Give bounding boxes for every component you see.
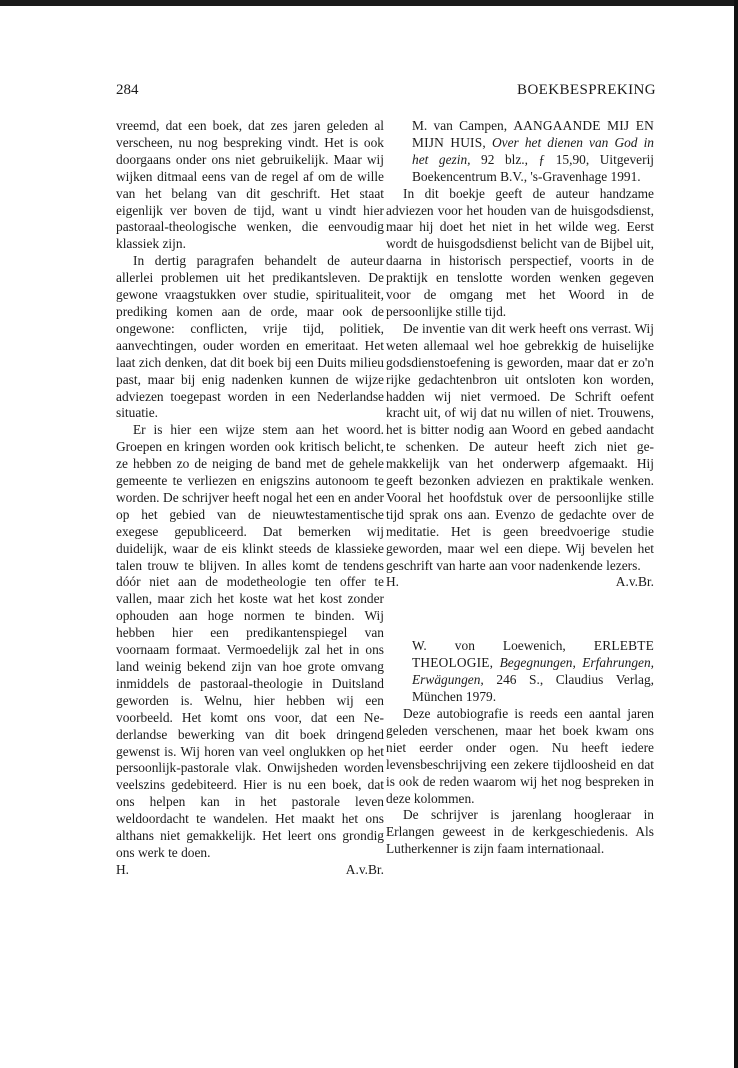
scan-border-top: [0, 0, 738, 6]
signature-initial: H.: [386, 574, 400, 590]
review-header-campen: [386, 118, 654, 186]
review-book-author: M. van Campen,: [412, 118, 508, 133]
paragraph: Er is hier een wijze stem aan het woord. Groepen en kringen worden ook kritisch belicht, ze hebben zo de neiging de band met de gehele gemeente te verliezen en enigszins autonoom te worden. De schrijver heeft nogal het een en ander op het gebied van de nieuwtestamentische exegese gepubliceerd. Dat bemerken wij duidelijk, waar de eis klinkt steeds de klassieke talen trouw te blijven. In alles komt de tendens dóór niet aan de modetheologie ten offer te vallen, maar zich het koste wat het kost zonder ophouden aan hoge normen te binden. Wij hebben hier een predikantenspiegel van voornaam formaat. Vermoedelijk zal het in ons land weinig bekend zijn van hoe grote omvang inmiddels de pastoraal-theologie in Duitsland geworden is. Welnu, hier hebben wij een voorbeeld. Het komt ons voor, dat een Nederlandse bewerking van dit boek dringend gewenst is. Wij horen van veel onglukken op het persoonlijk-pastorale vlak. Onwijsheden worden veelszins gedebiteerd. Hier is nu een boek, dat ons helpen kan in het pastorale leven weldoordacht te wandelen. Het maakt het ons althans niet gemakkelijk. Het leert ons grondig ons werk te doen.: [116, 422, 384, 860]
left-column: [116, 118, 384, 879]
scan-border-right: [734, 0, 738, 1068]
paragraph: De schrijver is jarenlang hoogleraar in Erlangen geweest in de kerkgeschiedenis. Als Lutherkenner is zijn faam internationaal.: [386, 807, 654, 857]
paragraph: In dit boekje geeft de auteur handzame adviezen voor het houden van de huisgodsdienst, maar hij doet het niet in het wilde weg. Eerst wordt de huisgodsdienst belicht van de Bijbel uit, daarna in historisch perspectief, voorts in de praktijk en tenslotte worden wenken gegeven voor de omgang met het Woord in de persoonlijke stille tijd.: [386, 185, 654, 319]
signature-initial: H.: [116, 861, 130, 877]
running-head: BOEKBESPREKING: [517, 82, 656, 98]
signature-author: A.v.Br.: [615, 574, 654, 590]
paragraph: Deze autobiografie is reeds een aantal jaren geleden verschenen, maar het boek kwam ons niet eerder onder ogen. Nu heeft iedere levensbeschrijving een zekere tijdloosheid en dat is ook de reden waarom wij het nog bespreken in deze kolommen.: [386, 706, 654, 806]
review-book-author: W. von Loewenich,: [412, 638, 566, 654]
paragraph: De inventie van dit werk heeft ons verrast. Wij weten allemaal wel hoe gebrekkig de huiselijke godsdienstoefening is geworden, maar dat er zo'n rijke gedachtenbron uit ontsloten kon worden, hadden wij niet vermoed. De Schrift oefent kracht uit, of wij dat nu willen of niet. Trouwens, het is bitter nodig aan Woord en gebed aandacht te schenken. De auteur heeft zich niet gemakkelijk van het onderwerp afgemaakt. Hij geeft bezonken adviezen en praktikale wenken. Vooral het hoofdstuk over de persoonlijke stille tijd sprak ons aan. Evenzo de gedachte over de meditatie. Het is geen breedvoerige studie geworden, maar wel een diepe. Wij bevelen het geschrift van harte aan voor nadenkende lezers.: [386, 320, 654, 573]
review-book-title: AANGAANDE MIJ EN MIJN HUIS,: [412, 118, 654, 150]
page-number: 284: [116, 82, 139, 98]
review-book-details: 246 S., Claudius Verlag, München 1979.: [412, 672, 654, 705]
review-header-loewenich: [386, 638, 654, 706]
paragraph: In dertig paragrafen behandelt de auteur allerlei problemen uit het predikantsleven. De gewone vraagstukken over studie, spiritualiteit, prediking komen aan de orde, maar ook de ongewone: conflicten, vrije tijd, politiek, aanvechtingen, ouder worden en emeritaat. Het laat zich denken, dat dit boek bij een Duits milieu past, maar bij enig nadenken kunnen de wijze adviezen toegepast worden in een Nederlandse situatie.: [116, 253, 384, 421]
review-spacer: [386, 591, 654, 638]
right-column: [386, 118, 654, 858]
paragraph: vreemd, dat een boek, dat zes jaren geleden al verscheen, nu nog bespreking vindt. Het is ook doorgaans onder ons niet gebruikelijk. Maar wij wijken ditmaal eens van de regel af om de wille van het belang van dit geschrift. Het staat eigenlijk ver boven de tijd, want u vindt hier pastoraal-theologische wenken, die eenvoudig klassiek zijn.: [116, 118, 384, 252]
review-signature: [116, 862, 384, 879]
review-signature: [386, 574, 654, 591]
review-book-subtitle: Begegnungen, Erfahrungen, Erwägungen,: [412, 655, 654, 688]
review-book-title: ERLEBTE THEOLOGIE,: [412, 638, 654, 671]
signature-author: A.v.Br.: [345, 861, 384, 877]
review-book-subtitle: Over het dienen van God in het gezin,: [412, 134, 654, 167]
review-book-details: 92 blz., ƒ 15,90, Uitgeverij Boekencentrum B.V., 's-Gravenhage 1991.: [412, 151, 655, 184]
